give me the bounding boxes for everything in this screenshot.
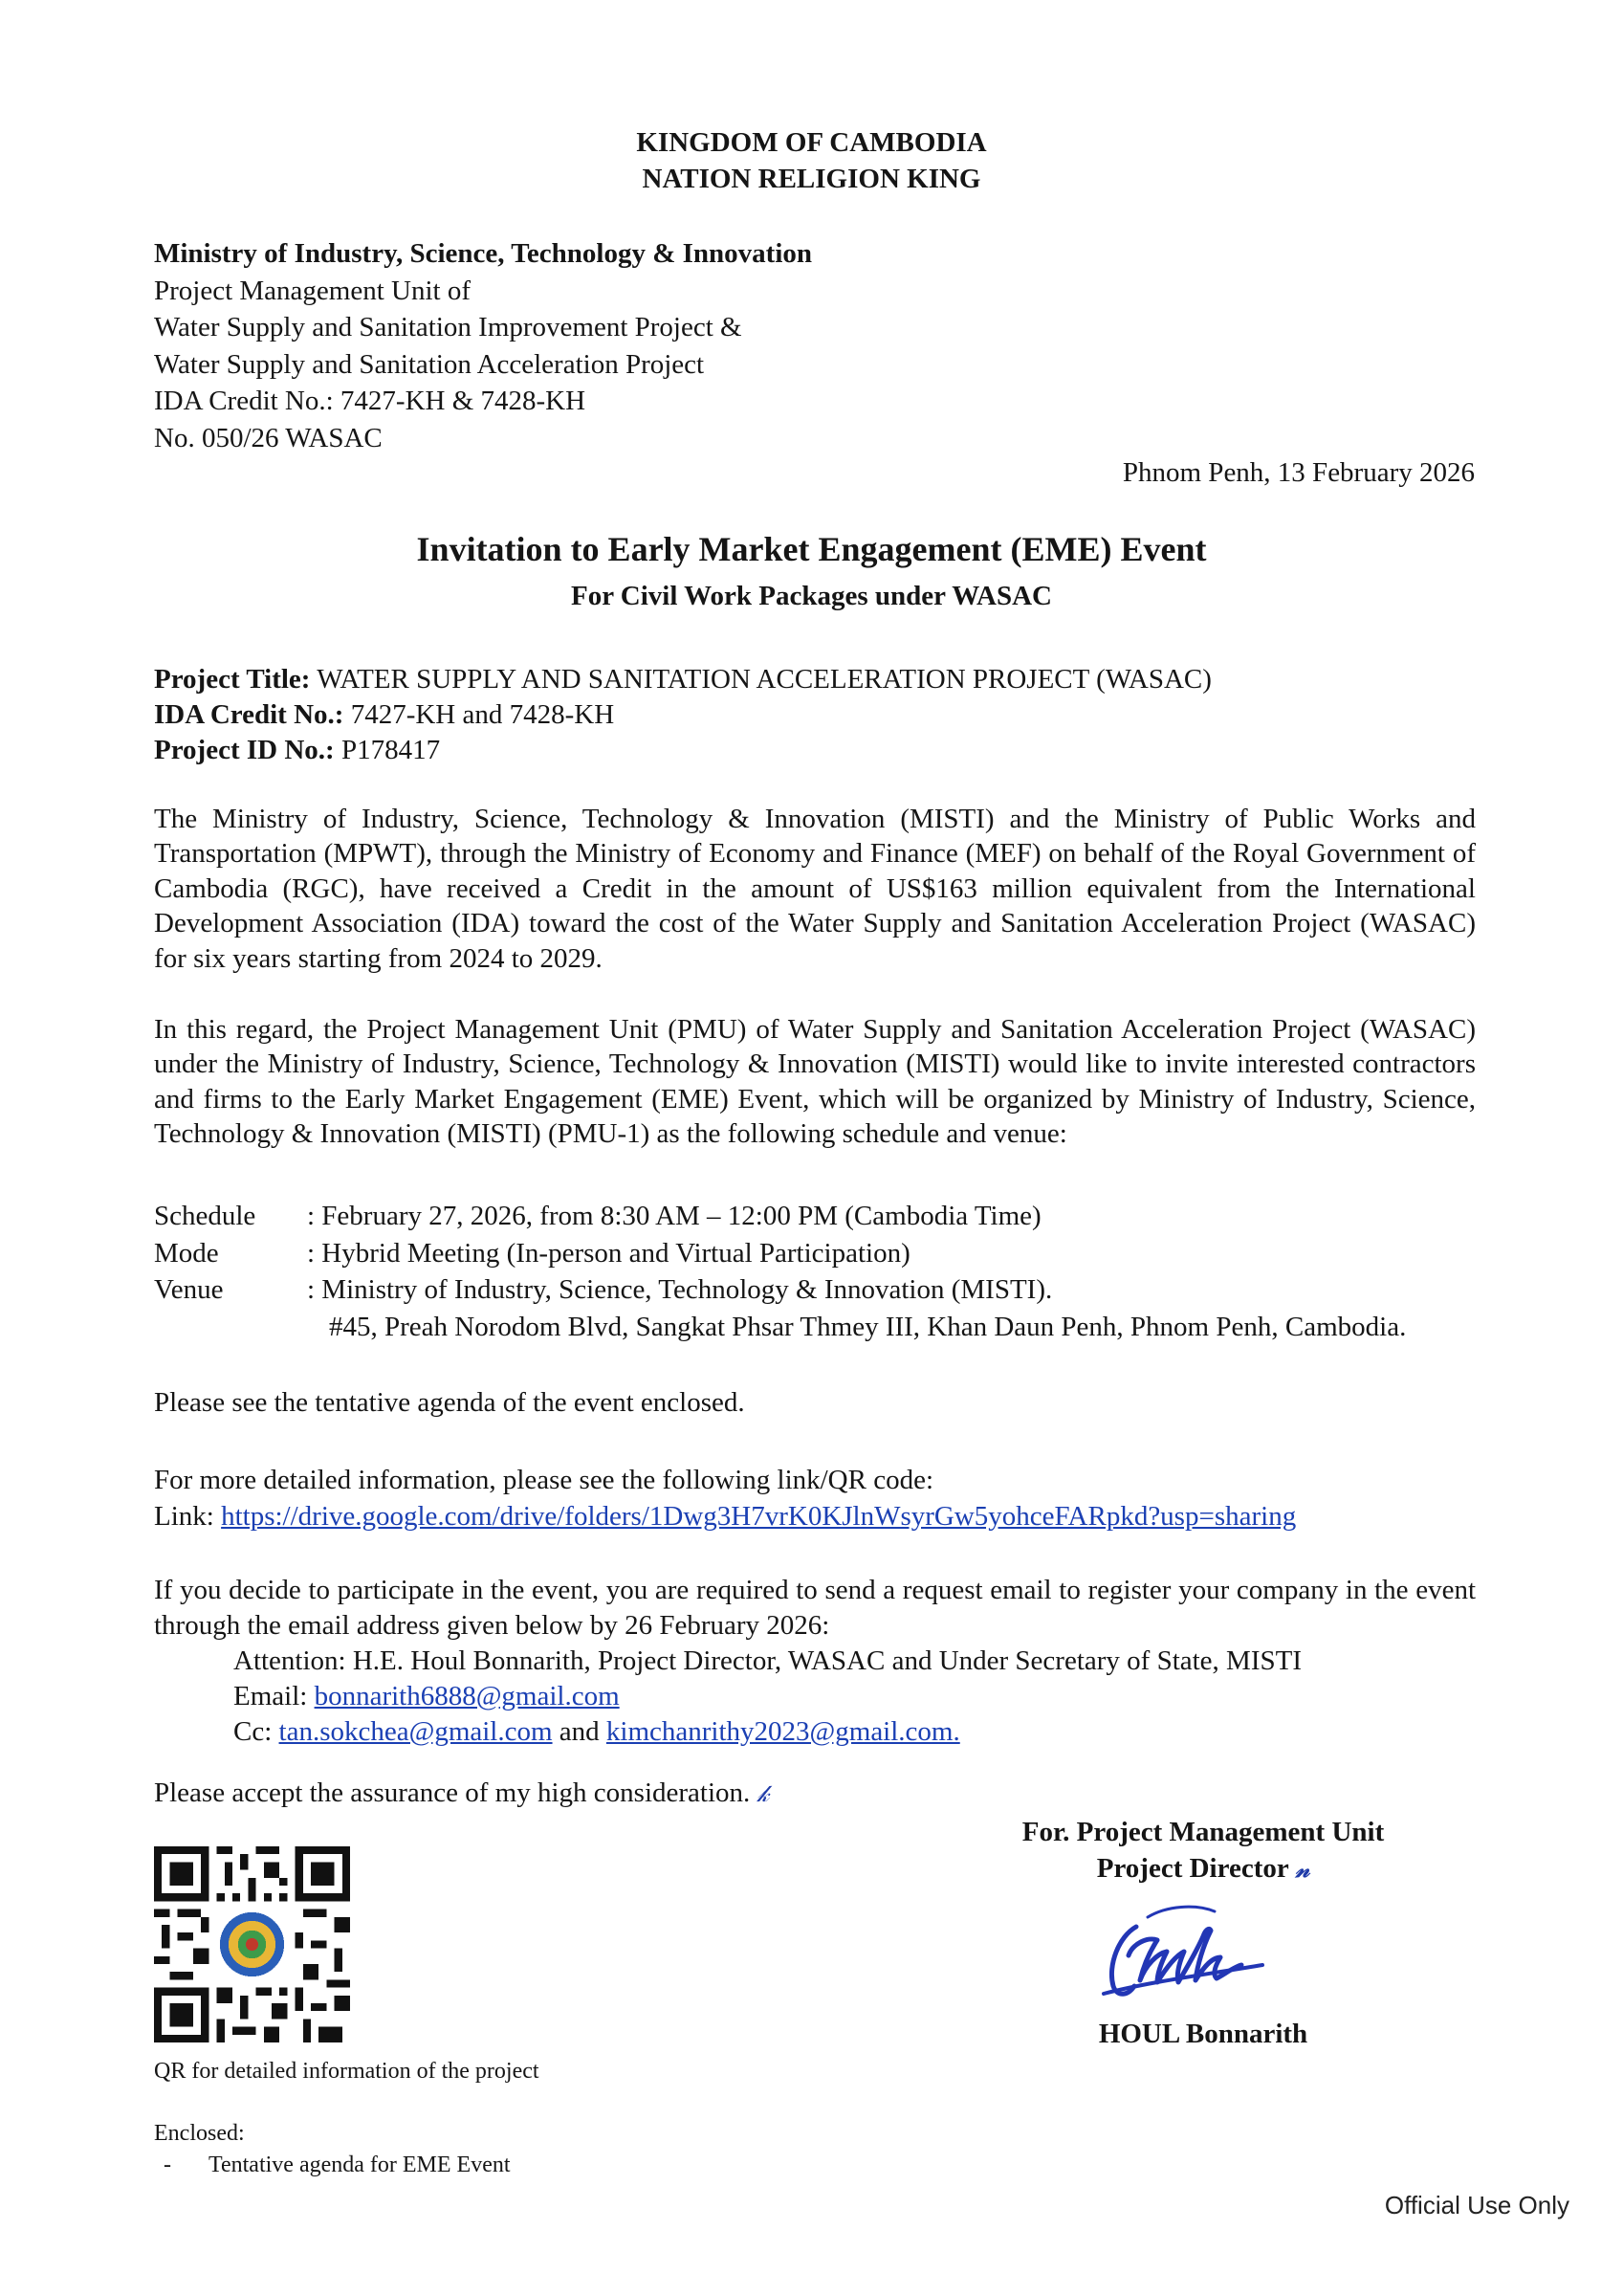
schedule-row: [154, 1235, 1406, 1272]
motto-line: NATION RELIGION KING: [642, 164, 981, 194]
credit-label: IDA Credit No.:: [154, 699, 344, 730]
schedule-label: Mode: [154, 1237, 219, 1269]
schedule-value: : February 27, 2026, from 8:30 AM – 12:00 PM (Cambodia Time): [307, 1201, 1042, 1231]
enclosed-item-text: Tentative agenda for EME Event: [208, 2152, 511, 2177]
ministry-line: Project Management Unit of: [154, 275, 471, 306]
body-paragraph: The Ministry of Industry, Science, Technology & Innovation (MISTI) and the Ministry of Public Works and Transportation (MPWT), through the Ministry of Economy and Finance (MEF) on behalf of the Royal Government of Cambodia (RGC), have received a Credit in the amount of US$163 million equivalent from the International Development Association (IDA) toward the cost of the Water Supply and Sanitation Acceleration Project (WASAC) for six years starting from 2024 to 2029.: [154, 804, 1476, 974]
more-info-text: For more detailed information, please see the following link/QR code:: [154, 1465, 934, 1495]
reference-number: No. 050/26 WASAC: [154, 422, 383, 453]
signature-block: [993, 1814, 1414, 1888]
signature-title: Project Director: [1096, 1853, 1289, 1884]
email-label: Email:: [233, 1681, 315, 1711]
kingdom-line: KINGDOM OF CAMBODIA: [636, 127, 987, 158]
email-line: [154, 1679, 1476, 1714]
list-dash: -: [164, 2152, 171, 2177]
attention-line: Attention: H.E. Houl Bonnarith, Project Director, WASAC and Under Secretary of State, MISTI: [233, 1645, 1302, 1676]
enclosed-item: [154, 2150, 511, 2181]
enclosed-section: [154, 2118, 511, 2181]
project-info: [154, 662, 1212, 768]
director-initial-mark: 𝓃: [1295, 1856, 1310, 1883]
cc-email-link-2[interactable]: kimchanrithy2023@gmail.com.: [605, 1716, 960, 1747]
agenda-note: Please see the tentative agenda of the event enclosed.: [154, 1387, 745, 1418]
link-row: [154, 1498, 1296, 1534]
cc-label: Cc:: [233, 1716, 279, 1747]
handwritten-initial-mark: 𝓀: [757, 1780, 770, 1807]
participation-text: If you decide to participate in the event, you are required to send a request email to register your company in the event through the email address given below by 26 February 2026:: [154, 1575, 1476, 1641]
schedule-value: : Hybrid Meeting (In-person and Virtual Participation): [307, 1237, 910, 1269]
more-info: [154, 1462, 1296, 1534]
participation-section: [154, 1573, 1476, 1750]
letterhead: [0, 124, 1623, 197]
cc-email-link-1[interactable]: tan.sokchea@gmail.com: [278, 1716, 553, 1747]
project-title-row: [154, 662, 1212, 697]
schedule-row: [154, 1271, 1406, 1309]
enclosed-label: Enclosed:: [154, 2121, 245, 2146]
letter-subtitle: For Civil Work Packages under WASAC: [571, 581, 1052, 611]
schedule-row: [154, 1198, 1406, 1235]
schedule-label: Schedule: [154, 1201, 256, 1231]
closing-text: Please accept the assurance of my high consideration.: [154, 1777, 751, 1808]
body-paragraph: In this regard, the Project Management Unit (PMU) of Water Supply and Sanitation Acceleration Project (WASAC) under the Ministry of Industry, Science, Technology & Innovation (MISTI) would like to invite interested contractors and firms to the Early Market Engagement (EME) Event, which will be organized by Ministry of Industry, Science, Technology & Innovation (MISTI) (PMU-1) as the following schedule and venue:: [154, 1014, 1476, 1150]
director-email-link[interactable]: bonnarith6888@gmail.com: [314, 1681, 620, 1711]
schedule-table: [154, 1198, 1406, 1345]
signer-name: HOUL Bonnarith: [1098, 2019, 1308, 2049]
cc-line: [154, 1714, 1476, 1750]
schedule-value: : Ministry of Industry, Science, Technology & Innovation (MISTI).: [307, 1274, 1053, 1305]
schedule-label: Venue: [154, 1274, 224, 1305]
project-id-label: Project ID No.:: [154, 735, 335, 765]
project-title-label: Project Title:: [154, 664, 311, 695]
handwritten-signature: [1090, 1898, 1282, 2022]
ministry-line: Water Supply and Sanitation Acceleration Project: [154, 348, 705, 380]
letter-title: Invitation to Early Market Engagement (EME) Event: [416, 530, 1207, 568]
closing-line: [154, 1777, 769, 1809]
ministry-name: Ministry of Industry, Science, Technology & Innovation: [154, 238, 813, 269]
ministry-line: IDA Credit No.: 7427-KH & 7428-KH: [154, 386, 586, 417]
link-label: Link:: [154, 1501, 222, 1532]
drive-folder-link[interactable]: https://drive.google.com/drive/folders/1Dwg3H7vrK0KJlnWsyrGw5yohceFARpkd?usp=sharing: [221, 1501, 1297, 1532]
qr-caption: QR for detailed information of the project: [154, 2059, 539, 2084]
credit-value: 7427-KH and 7428-KH: [343, 699, 615, 730]
official-use-footer: Official Use Only: [1384, 2191, 1569, 2219]
project-id-value: P178417: [334, 735, 441, 765]
qr-code-image[interactable]: [154, 1846, 350, 2042]
venue-address: #45, Preah Norodom Blvd, Sangkat Phsar Thmey III, Khan Daun Penh, Phnom Penh, Cambodia.: [329, 1311, 1407, 1342]
project-id-row: [154, 733, 1212, 768]
date-line: Phnom Penh, 13 February 2026: [1122, 457, 1475, 488]
cc-and: and: [552, 1716, 606, 1747]
ministry-line: Water Supply and Sanitation Improvement Project &: [154, 312, 742, 343]
signature-unit-line: For. Project Management Unit: [1021, 1817, 1385, 1847]
signature-title-line: [993, 1850, 1414, 1888]
ministry-block: [154, 235, 812, 457]
credit-row: [154, 697, 1212, 733]
project-title-value: WATER SUPPLY AND SANITATION ACCELERATION PROJECT (WASAC): [310, 664, 1212, 695]
